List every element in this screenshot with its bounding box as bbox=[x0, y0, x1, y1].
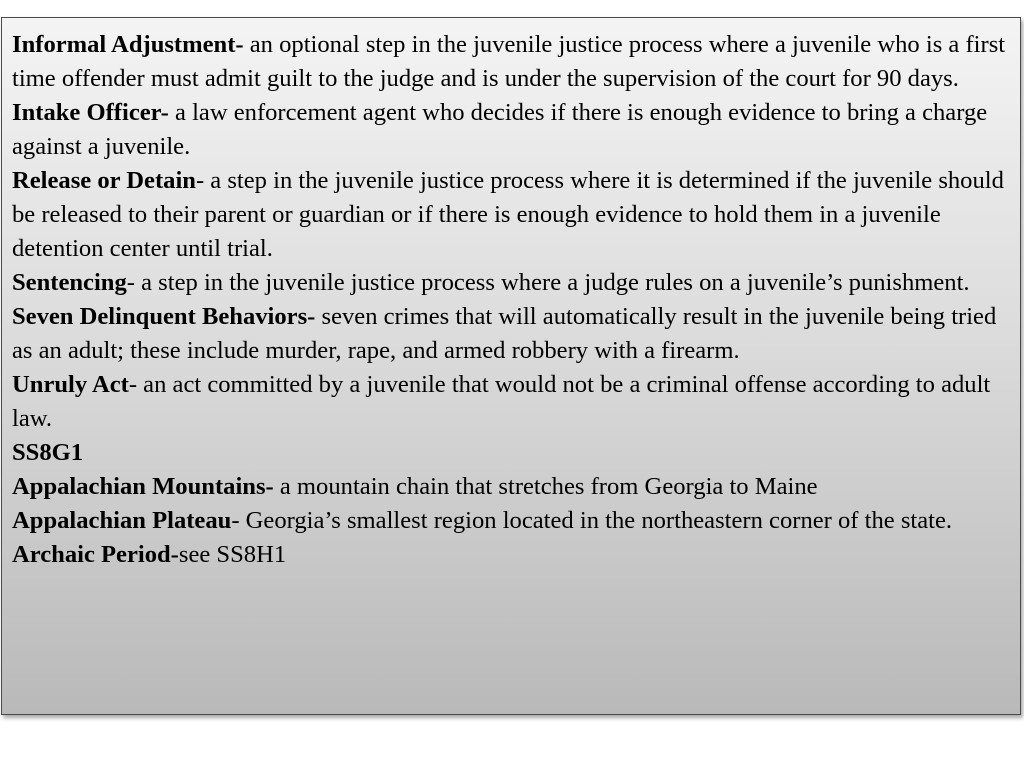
glossary-entry-unruly-act bbox=[12, 368, 1010, 436]
glossary-entry-archaic-period bbox=[12, 538, 1010, 572]
glossary-entry-sentencing bbox=[12, 266, 1010, 300]
glossary-term: Release or Detain bbox=[12, 167, 196, 194]
glossary-definition: - an act committed by a juvenile that would not be a criminal offense according to adult law. bbox=[12, 371, 991, 432]
glossary-term: Appalachian Plateau bbox=[12, 507, 232, 534]
glossary-term: Archaic Period- bbox=[12, 541, 179, 568]
glossary-text-box bbox=[1, 17, 1021, 715]
glossary-definition: see SS8H1 bbox=[178, 541, 287, 568]
glossary-term: Seven Delinquent Behaviors- bbox=[12, 303, 316, 330]
glossary-entry-informal-adjustment bbox=[12, 28, 1010, 96]
glossary-term: Appalachian Mountains- bbox=[12, 473, 274, 500]
glossary-entry-seven-delinquent-behaviors bbox=[12, 300, 1010, 368]
glossary-definition: - a step in the juvenile justice process where it is determined if the juvenile should be released to their parent or guardian or if there is enough evidence to hold them in a juvenile detention center until trial. bbox=[12, 167, 1004, 262]
glossary-definition: seven crimes that will automatically result in the juvenile being tried as an adult; these include murder, rape, and armed robbery with a firearm. bbox=[12, 303, 997, 364]
glossary-term: Informal Adjustment- bbox=[12, 31, 244, 58]
glossary-definition: an optional step in the juvenile justice process where a juvenile who is a first time offender must admit guilt to the judge and is under the supervision of the court for 90 days. bbox=[12, 31, 1006, 92]
glossary-entry-release-or-detain bbox=[12, 164, 1010, 266]
glossary-definition: - Georgia’s smallest region located in the northeastern corner of the state. bbox=[231, 507, 953, 534]
glossary-term: Sentencing bbox=[12, 269, 127, 296]
glossary-term: Intake Officer- bbox=[12, 99, 169, 126]
glossary-term: Unruly Act bbox=[12, 371, 129, 398]
glossary-definition: a mountain chain that stretches from Georgia to Maine bbox=[273, 473, 818, 500]
glossary-entry-appalachian-plateau bbox=[12, 504, 1010, 538]
section-heading-ss8g1 bbox=[12, 436, 1010, 470]
glossary-definition: - a step in the juvenile justice process where a judge rules on a juvenile’s punishment. bbox=[126, 269, 970, 296]
section-heading: SS8G1 bbox=[12, 439, 84, 466]
glossary-definition: a law enforcement agent who decides if there is enough evidence to bring a charge against a juvenile. bbox=[12, 99, 988, 160]
glossary-entry-intake-officer bbox=[12, 96, 1010, 164]
glossary-entry-appalachian-mountains bbox=[12, 470, 1010, 504]
